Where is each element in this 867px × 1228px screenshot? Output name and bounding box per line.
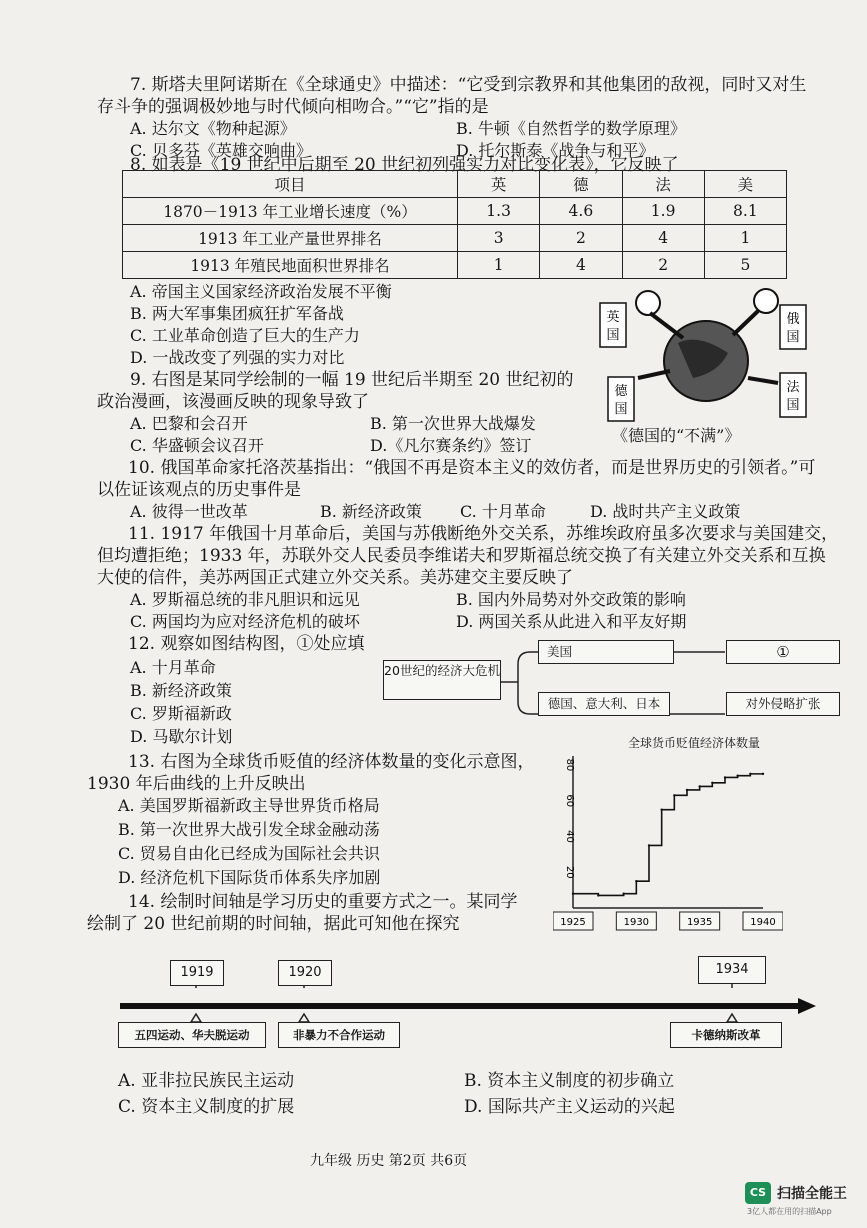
- q14-option-a: A. 亚非拉民族民主运动: [118, 1071, 295, 1091]
- table-header-cell: 英: [458, 171, 540, 198]
- q10-option-a: A. 彼得一世改革: [130, 502, 248, 521]
- diagram-blank-text: ①: [776, 643, 790, 661]
- timeline-event-may-fourth: [118, 1022, 266, 1048]
- timeline-year-text: 1934: [715, 962, 749, 977]
- chart-data-point: [660, 808, 662, 810]
- q13-stem-line1: 13. 右图为全球货币贬值的经济体数量的变化示意图，: [128, 752, 535, 772]
- q10-stem-line2: 以佐证该观点的历史事件是: [97, 480, 301, 500]
- timeline-event-text: 五四运动、华夫脱运动: [134, 1028, 250, 1042]
- q13-option-b: B. 第一次世界大战引发全球金融动荡: [118, 820, 380, 839]
- timeline-year-text: 1919: [180, 965, 214, 980]
- table-cell: 1913 年殖民地面积世界排名: [123, 252, 458, 279]
- table-cell: 4.6: [540, 198, 622, 225]
- q14-stem-line1: 14. 绘制时间轴是学习历史的重要方式之一。某同学: [128, 892, 518, 912]
- table-cell: 1.3: [458, 198, 540, 225]
- chart-series-line: [573, 774, 763, 896]
- table-header-row: [123, 171, 787, 198]
- table-cell: 3: [458, 225, 540, 252]
- q8-option-a: A. 帝国主义国家经济政治发展不平衡: [130, 282, 392, 301]
- q7-stem-line2: 存斗争的强调极妙地与时代倾向相吻合。”“它”指的是: [97, 97, 489, 117]
- q11-option-a: A. 罗斯福总统的非凡胆识和远见: [130, 590, 360, 609]
- page-footer: 九年级 历史 第2页 共6页: [310, 1153, 468, 1169]
- q13-option-c: C. 贸易自由化已经成为国际社会共识: [118, 844, 380, 863]
- q7-stem-line1: 7. 斯塔夫里阿诺斯在《全球通史》中描述：“它受到宗教界和其他集团的敌视，同时又对生: [130, 75, 807, 95]
- q11-option-c: C. 两国均为应对经济危机的破坏: [130, 612, 360, 631]
- cartoon-label-britain: 英: [606, 310, 620, 325]
- q13-option-d: D. 经济危机下国际货币体系失序加剧: [118, 868, 381, 887]
- q13-line-chart: [553, 748, 783, 938]
- table-cell: 1870－1913 年工业增长速度（%）: [123, 198, 458, 225]
- q7-option-d: D. 托尔斯泰《战争与和平》: [456, 141, 655, 160]
- diagram-others-text: 德国、意大利、日本: [547, 696, 661, 711]
- chart-x-tick-label: 1935: [686, 917, 713, 928]
- q7-option-b: B. 牛顿《自然哲学的数学原理》: [456, 119, 686, 138]
- diagram-expansion-text: 对外侵略扩张: [745, 696, 821, 711]
- timeline-event-non-cooperation: [278, 1022, 400, 1048]
- chart-data-point: [635, 880, 637, 882]
- cartoon-label-britain-2: 国: [606, 328, 620, 343]
- scanner-tagline: 3亿人都在用的扫描App: [747, 1207, 832, 1216]
- q11-option-b: B. 国内外局势对外交政策的影响: [456, 590, 686, 609]
- chart-data-point: [724, 776, 726, 778]
- table-cell: 1.9: [622, 198, 704, 225]
- table-cell: 1913 年工业产量世界排名: [123, 225, 458, 252]
- timeline-year-1919: [170, 960, 224, 986]
- q9-option-a: A. 巴黎和会召开: [130, 414, 248, 433]
- q12-stem: 12. 观察如图结构图，①处应填: [128, 634, 365, 654]
- timeline-year-1934: [698, 956, 766, 984]
- q13-stem-line2: 1930 年后曲线的上升反映出: [87, 774, 306, 794]
- diagram-box-crisis: [383, 660, 501, 700]
- q8-option-c: C. 工业革命创造了巨大的生产力: [130, 326, 360, 345]
- chart-data-point: [686, 789, 688, 791]
- timeline-event-text: 非暴力不合作运动: [293, 1028, 385, 1042]
- chart-x-tick-label: 1925: [560, 917, 586, 928]
- table-header-cell: 德: [540, 171, 622, 198]
- chart-data-point: [572, 892, 574, 894]
- q9-option-d: D.《凡尔赛条约》签订: [370, 436, 532, 455]
- q8-table: [122, 170, 787, 279]
- chart-data-point: [622, 892, 624, 894]
- q9-stem-line1: 9. 右图是某同学绘制的一幅 19 世纪后半期至 20 世纪初的: [130, 370, 574, 390]
- chart-data-point: [711, 782, 713, 784]
- scanner-name: 扫描全能王: [777, 1186, 847, 1202]
- timeline-event-cardenas: [670, 1022, 782, 1048]
- chart-data-point: [762, 773, 764, 775]
- q9-option-c: C. 华盛顿会议召开: [130, 436, 264, 455]
- q14-stem-line2: 绘制了 20 世纪前期的时间轴，据此可知他在探究: [87, 914, 460, 934]
- q11-stem-line3: 大使的信件，美苏两国正式建立外交关系。美苏建交主要反映了: [97, 568, 573, 588]
- diagram-box-blank: [726, 640, 840, 664]
- q12-option-c: C. 罗斯福新政: [130, 704, 232, 723]
- q11-option-d: D. 两国关系从此进入和平友好期: [456, 612, 687, 631]
- q9-stem-line2: 政治漫画，该漫画反映的现象导致了: [97, 392, 369, 412]
- chart-data-point: [673, 794, 675, 796]
- cartoon-caption: 《德国的“不满”》: [612, 426, 741, 445]
- scanner-logo-icon: CS: [745, 1182, 771, 1204]
- chart-y-tick-label: 60: [564, 794, 575, 808]
- q7-option-a: A. 达尔文《物种起源》: [130, 119, 296, 138]
- q11-stem-line2: 但均遭拒绝；1933 年，苏联外交人民委员李维诺夫和罗斯福总统交换了有关建立外交关系和互换: [97, 546, 826, 566]
- scanner-watermark: [745, 1180, 865, 1220]
- table-cell: 8.1: [704, 198, 786, 225]
- q10-stem-line1: 10. 俄国革命家托洛茨基指出：“俄国不再是资本主义的效仿者，而是世界历史的引领者。”可: [128, 458, 816, 478]
- table-row: [123, 198, 787, 225]
- q11-stem-line1: 11. 1917 年俄国十月革命后，美国与苏俄断绝外交关系，苏维埃政府虽多次要求与美国建交，: [128, 524, 839, 544]
- q8-option-d: D. 一战改变了列强的实力对比: [130, 348, 345, 367]
- q14-option-c: C. 资本主义制度的扩展: [118, 1097, 295, 1117]
- q10-option-b: B. 新经济政策: [320, 502, 422, 521]
- q14-option-d: D. 国际共产主义运动的兴起: [464, 1097, 675, 1117]
- table-cell: 2: [622, 252, 704, 279]
- timeline-event-text: 卡德纳斯改革: [691, 1028, 761, 1042]
- chart-data-point: [736, 774, 738, 776]
- cartoon-label-france: 法: [786, 380, 800, 395]
- q12-option-b: B. 新经济政策: [130, 681, 232, 700]
- cartoon-label-russia: 俄: [786, 312, 800, 327]
- diagram-box-expansion: [726, 692, 840, 716]
- table-cell: 4: [622, 225, 704, 252]
- cartoon-label-germany: 德: [614, 384, 628, 399]
- table-cell: 2: [540, 225, 622, 252]
- table-row: [123, 225, 787, 252]
- table-cell: 1: [458, 252, 540, 279]
- q14-option-b: B. 资本主义制度的初步确立: [464, 1071, 675, 1091]
- table-cell: 1: [704, 225, 786, 252]
- table-header-cell: 法: [622, 171, 704, 198]
- table-header-cell: 项目: [123, 171, 458, 198]
- q10-option-c: C. 十月革命: [460, 502, 546, 521]
- table-cell: 5: [704, 252, 786, 279]
- chart-y-tick-label: 40: [564, 830, 575, 843]
- political-cartoon-image: [598, 283, 810, 433]
- chart-title: 全球货币贬值经济体数量: [628, 736, 761, 750]
- chart-x-tick-label: 1930: [623, 917, 650, 928]
- q8-option-b: B. 两大军事集团疯狂扩军备战: [130, 304, 344, 323]
- cartoon-label-france-2: 国: [786, 398, 800, 413]
- chart-x-tick-label: 1940: [750, 917, 776, 928]
- chart-data-point: [597, 894, 599, 896]
- table-cell: 4: [540, 252, 622, 279]
- chart-data-point: [698, 785, 700, 787]
- chart-data-point: [749, 773, 751, 775]
- q12-option-d: D. 马歇尔计划: [130, 727, 233, 746]
- diagram-crisis-text: 20世纪的经济大危机: [384, 663, 500, 678]
- timeline-arrowhead: [798, 998, 816, 1014]
- q12-option-a: A. 十月革命: [130, 658, 216, 677]
- diagram-box-usa: [538, 640, 674, 664]
- table-header-cell: 美: [704, 171, 786, 198]
- table-row: [123, 252, 787, 279]
- timeline-year-text: 1920: [288, 965, 322, 980]
- q8-stem: 8. 如表是《19 世纪中后期至 20 世纪初列强实力对比变化表》，它反映了: [130, 155, 679, 175]
- q9-option-b: B. 第一次世界大战爆发: [370, 414, 536, 433]
- diagram-box-others: [538, 692, 670, 716]
- chart-data-point: [648, 844, 650, 846]
- timeline-year-1920: [278, 960, 332, 986]
- diagram-usa-text: 美国: [547, 644, 573, 659]
- q7-option-c: C. 贝多芬《英雄交响曲》: [130, 141, 312, 160]
- cartoon-label-russia-2: 国: [786, 330, 800, 345]
- q13-option-a: A. 美国罗斯福新政主导世界货币格局: [118, 796, 380, 815]
- q10-option-d: D. 战时共产主义政策: [590, 502, 741, 521]
- chart-y-tick-label: 80: [564, 758, 575, 772]
- chart-y-tick-label: 20: [564, 865, 575, 879]
- cartoon-label-germany-2: 国: [614, 402, 628, 417]
